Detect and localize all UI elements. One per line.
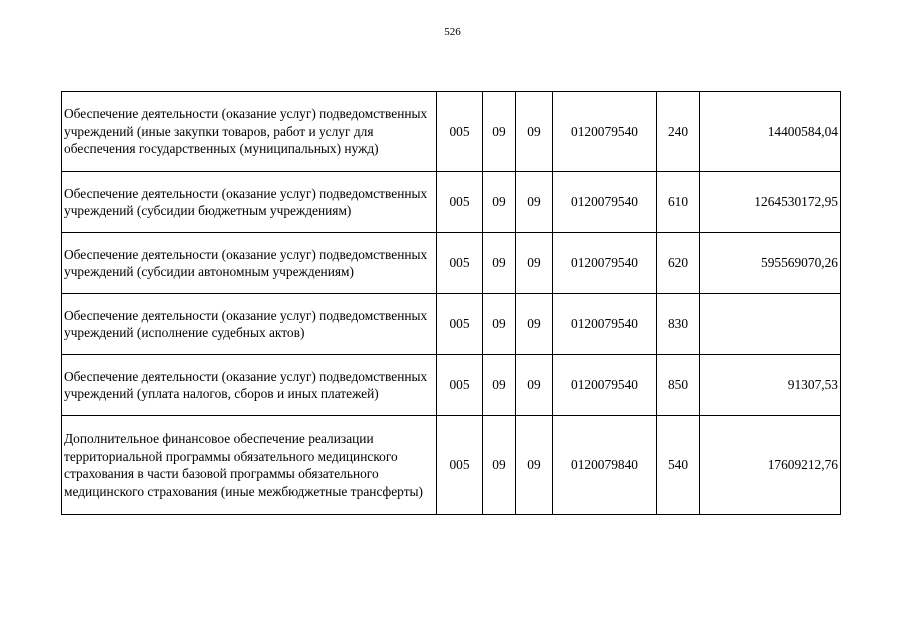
table-row (62, 233, 841, 294)
row-subsection-code: 09 (516, 92, 553, 172)
row-subsection-code: 09 (516, 416, 553, 515)
row-expense-type: 240 (657, 92, 700, 172)
row-ministry-code: 005 (437, 92, 483, 172)
row-target-article: 0120079540 (553, 92, 657, 172)
row-section-code: 09 (483, 92, 516, 172)
table-row (62, 355, 841, 416)
table-row (62, 294, 841, 355)
row-subsection-code: 09 (516, 233, 553, 294)
row-expense-type: 540 (657, 416, 700, 515)
table-row (62, 92, 841, 172)
row-ministry-code: 005 (437, 172, 483, 233)
row-amount: 14400584,04 (700, 92, 841, 172)
row-subsection-code: 09 (516, 172, 553, 233)
row-amount: 1264530172,95 (700, 172, 841, 233)
row-target-article: 0120079840 (553, 416, 657, 515)
row-description: Обеспечение деятельности (оказание услуг) подведомственных учреждений (уплата налогов, сборов и иных платежей) (62, 355, 437, 416)
row-target-article: 0120079540 (553, 172, 657, 233)
table-row (62, 416, 841, 515)
row-description: Обеспечение деятельности (оказание услуг) подведомственных учреждений (субсидии автономным учреждениям) (62, 233, 437, 294)
row-section-code: 09 (483, 416, 516, 515)
table-row (62, 172, 841, 233)
row-target-article: 0120079540 (553, 294, 657, 355)
row-target-article: 0120079540 (553, 355, 657, 416)
row-subsection-code: 09 (516, 355, 553, 416)
row-expense-type: 620 (657, 233, 700, 294)
row-expense-type: 850 (657, 355, 700, 416)
row-section-code: 09 (483, 233, 516, 294)
row-amount: 17609212,76 (700, 416, 841, 515)
row-section-code: 09 (483, 172, 516, 233)
budget-table (61, 91, 841, 515)
row-section-code: 09 (483, 294, 516, 355)
row-description: Дополнительное финансовое обеспечение реализации территориальной программы обязательного медицинского страхования в части базовой программы обязательного медицинского страхования (иные межбюджетные трансферты) (62, 416, 437, 515)
page-number: 526 (444, 26, 461, 38)
row-expense-type: 610 (657, 172, 700, 233)
row-subsection-code: 09 (516, 294, 553, 355)
row-ministry-code: 005 (437, 233, 483, 294)
row-ministry-code: 005 (437, 294, 483, 355)
row-description: Обеспечение деятельности (оказание услуг) подведомственных учреждений (субсидии бюджетным учреждениям) (62, 172, 437, 233)
row-amount (700, 294, 841, 355)
row-target-article: 0120079540 (553, 233, 657, 294)
row-description: Обеспечение деятельности (оказание услуг) подведомственных учреждений (иные закупки товаров, работ и услуг для обеспечения государственных (муниципальных) нужд) (62, 92, 437, 172)
row-description: Обеспечение деятельности (оказание услуг) подведомственных учреждений (исполнение судебных актов) (62, 294, 437, 355)
row-expense-type: 830 (657, 294, 700, 355)
row-ministry-code: 005 (437, 355, 483, 416)
row-amount: 595569070,26 (700, 233, 841, 294)
row-amount: 91307,53 (700, 355, 841, 416)
row-ministry-code: 005 (437, 416, 483, 515)
row-section-code: 09 (483, 355, 516, 416)
